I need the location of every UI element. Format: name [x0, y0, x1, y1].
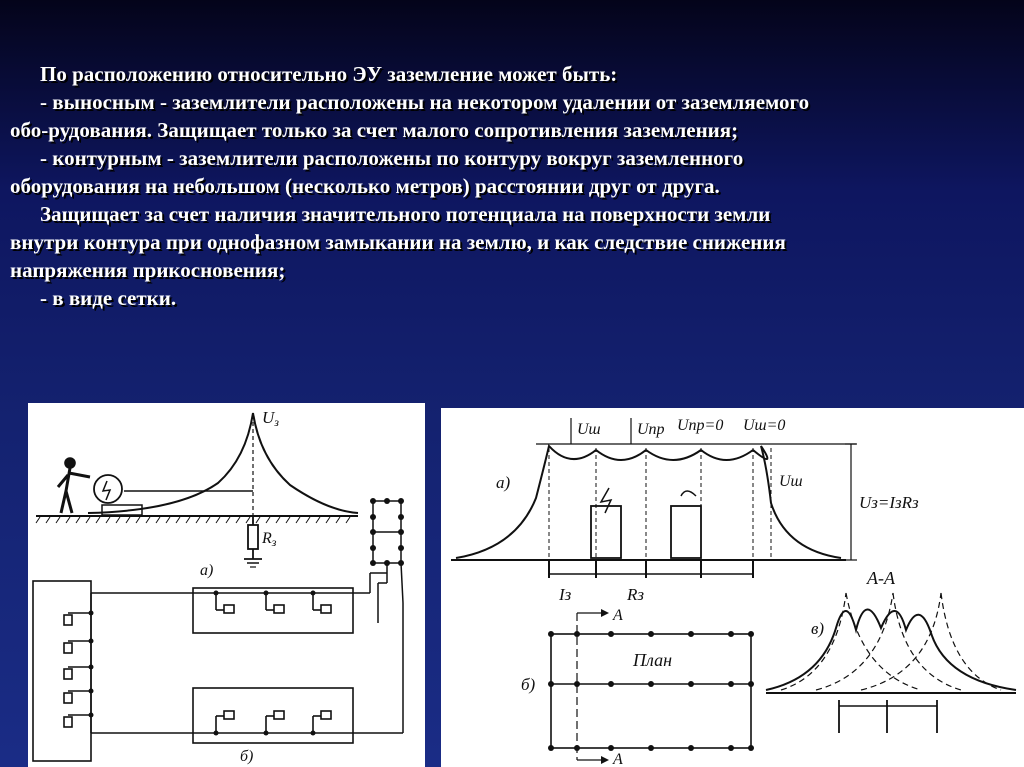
u-pr-label: Uпр — [637, 421, 665, 438]
label-v: в) — [811, 619, 825, 638]
section-label: А-А — [867, 568, 895, 588]
u-sh-label: Uш — [577, 421, 601, 438]
a-top-label: А — [613, 607, 623, 624]
u-sh-side-label: Uш — [779, 473, 803, 490]
u-sh-zero-label: Uш=0 — [743, 417, 786, 434]
text-line-6: Защищает за счет наличия значительного потенциала на поверхности земли — [40, 202, 771, 226]
formula-label: Uз=IзRз — [859, 493, 919, 512]
a-bottom-label: А — [613, 751, 623, 767]
label-a: а) — [496, 473, 511, 492]
r-label: Rз — [262, 530, 277, 549]
text-line-5: оборудования на небольшом (несколько метров) расстоянии друг от друга. — [10, 174, 720, 198]
label-b: б) — [521, 675, 536, 694]
u-pr-zero-label: Uпр=0 — [677, 417, 724, 434]
plan-label: План — [633, 650, 672, 670]
text-line-1: По расположению относительно ЭУ заземление может быть: — [40, 62, 618, 86]
label-b: б) — [240, 748, 254, 765]
contour-grounding-svg — [441, 408, 1024, 767]
remote-grounding-diagram — [28, 403, 425, 767]
contour-grounding-diagram — [441, 408, 1024, 767]
remote-grounding-svg — [28, 403, 425, 767]
text-line-8: напряжения прикосновения; — [10, 258, 286, 282]
text-line-4: - контурным - заземлители расположены по контуру вокруг заземленного — [40, 146, 744, 170]
r-z-label: Rз — [627, 585, 645, 604]
text-line-7: внутри контура при однофазном замыкании на землю, и как следствие снижения — [10, 230, 786, 254]
i-z-label: Iз — [559, 585, 572, 604]
text-line-9: - в виде сетки. — [40, 286, 177, 310]
text-line-2: - выносным - заземлители расположены на некотором удалении от заземляемого — [40, 90, 810, 114]
u-label: Uз — [262, 408, 279, 429]
label-a: а) — [200, 562, 214, 579]
main-text — [10, 60, 1015, 312]
text-line-3: обо-рудования. Защищает только за счет малого сопротивления заземления; — [10, 118, 739, 142]
